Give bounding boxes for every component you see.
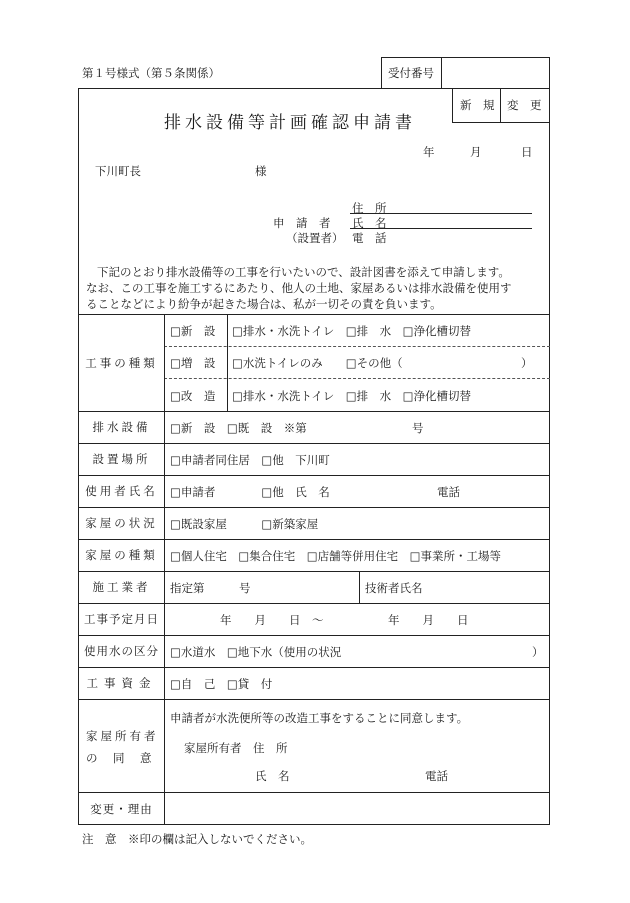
date-year: 年 [423,145,435,159]
statement [86,264,538,312]
form-title: 排水設備等計画確認申請書 [164,113,416,133]
house-status-label: 家屋の状況 [85,516,158,530]
owner-consent-label-1: 家屋所有者 [86,729,159,743]
work-type-add[interactable]: □増 設 [170,356,216,370]
work-type-add-options[interactable]: □水洗トイレのみ □その他（ [232,356,403,370]
schedule-end[interactable]: 年 月 日 [388,613,469,627]
work-type-remodel[interactable]: □改 造 [170,389,216,403]
form-number: 第１号様式（第５条関係） [82,66,220,80]
owner-address-label: 家屋所有者 住 所 [184,741,288,755]
water-source-value[interactable]: □水道水 □地下水（使用の状況 [170,645,342,659]
house-status-value[interactable]: □既設家屋 □新築家屋 [170,517,319,531]
statement-line-3: ることなどにより紛争が起きた場合は、私が一切その責を負います。 [86,297,442,311]
funds-label: 工事資金 [86,676,157,690]
applicant-role: 申 請 者 [273,216,331,230]
addressee-honorific: 様 [255,164,267,178]
location-value[interactable]: □申請者同住居 □他 下川町 [170,453,330,467]
owner-consent-label-2: の 同 意 [86,751,154,765]
drainage-value[interactable]: □新 設 □既 設 ※第 [170,421,307,435]
work-type-label: 工事の種類 [85,355,158,370]
change-reason-field[interactable] [170,800,540,818]
applicant-name-field[interactable] [350,228,532,229]
funds-value[interactable]: □自 己 □貸 付 [170,677,273,691]
work-type-new-options[interactable]: □排水・水洗トイレ □排 水 □浄化槽切替 [232,324,472,338]
addressee-name: 下川町長 [95,164,141,178]
date-day: 日 [521,145,533,159]
applicant-phone-label: 電 話 [352,231,387,245]
new-label[interactable]: 新 規 [460,98,495,112]
house-type-label: 家屋の種類 [85,548,158,562]
water-source-close: ） [532,645,544,659]
contractor-label: 施工業者 [92,580,151,594]
statement-line-2: なお、この工事を施工するにあたり、他人の土地、家屋あるいは排水設備を使用す [86,281,512,295]
technician-name-label: 技術者氏名 [365,581,423,595]
drainage-label: 排水設備 [92,420,151,434]
work-type-add-close: ） [521,356,533,370]
change-reason-label: 変更・理由 [90,801,153,816]
water-source-label: 使用水の区分 [84,644,159,658]
user-phone-label: 電話 [437,485,460,499]
owner-phone-label: 電話 [425,769,448,783]
schedule-start[interactable]: 年 月 日 〜 [220,613,324,627]
receipt-number-field[interactable] [446,61,546,85]
change-label[interactable]: 変 更 [507,98,542,112]
schedule-label: 工事予定月日 [84,612,159,626]
work-type-remodel-options[interactable]: □排水・水洗トイレ □排 水 □浄化槽切替 [232,389,472,403]
user-name-value[interactable]: □申請者 □他 氏 名 [170,485,330,499]
house-type-value[interactable]: □個人住宅 □集合住宅 □店舗等併用住宅 □事業所・工場等 [170,549,501,563]
work-type-new[interactable]: □新 設 [170,324,216,338]
date-month: 月 [470,145,482,159]
applicant-name-label: 氏 名 [352,216,387,230]
receipt-number-label: 受付番号 [388,66,434,80]
applicant-address-label: 住 所 [352,201,387,215]
statement-line-1: 下記のとおり排水設備等の工事を行いたいので、設計図書を添えて申請します。 [97,265,510,279]
applicant-address-field[interactable] [350,213,532,214]
contractor-value[interactable]: 指定第 号 [170,581,251,595]
owner-name-label: 氏 名 [255,769,290,783]
drainage-suffix: 号 [412,421,424,435]
location-label: 設置場所 [92,452,151,466]
applicant-role-note: （設置者） [286,231,344,245]
footnote: 注 意 ※印の欄は記入しないでください。 [82,832,312,846]
owner-consent-text: 申請者が水洗便所等の改造工事をすることに同意します。 [170,711,469,725]
user-name-label: 使用者氏名 [85,484,158,498]
